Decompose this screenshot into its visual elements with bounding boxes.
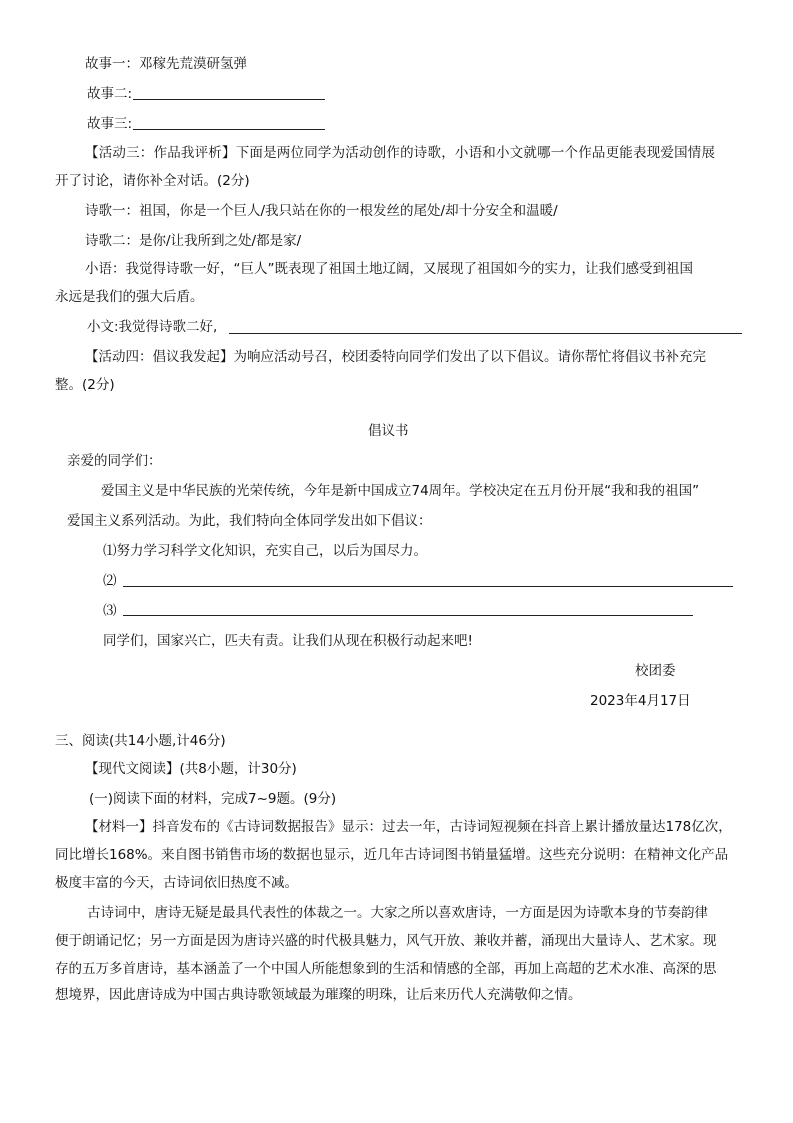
poem-one: 诗歌一：祖国，你是一个巨人/我只站在你的一根发丝的尾处/却十分安全和温暖/ (85, 203, 558, 219)
material-one-line2: 同比增长168%。来自图书销售市场的数据也显示，近几年古诗词图书销量猛增。这些充分说明：在精神文化产品 (55, 847, 729, 863)
story-three-blank[interactable] (133, 129, 325, 130)
proposal-item-two-label: ⑵ (103, 573, 117, 589)
proposal-para-line1: 爱国主义是中华民族的光荣传统，今年是新中国成立74周年。学校决定在五月份开展“我和我的祖国” (101, 483, 700, 499)
proposal-item-one: ⑴努力学习科学文化知识，充实自己，以后为国尽力。 (103, 543, 427, 559)
story-two-label: 故事二: (87, 86, 133, 102)
story-two-blank[interactable] (133, 99, 325, 100)
proposal-para-line2: 爱国主义系列活动。为此，我们特向全体同学发出如下倡议： (67, 513, 432, 529)
paragraph-two-line1: 古诗词中，唐诗无疑是最具代表性的体裁之一。大家之所以喜欢唐诗，一方面是因为诗歌本身的节奏韵律 (87, 905, 708, 921)
reading-part-one-title: (一)阅读下面的材料，完成7~9题。(9分) (89, 791, 337, 807)
xiaowen-label: 小文:我觉得诗歌二好, (87, 319, 218, 335)
proposal-signature: 校团委 (635, 663, 676, 679)
xiaoyu-line2: 永远是我们的强大后盾。 (55, 289, 204, 305)
modern-reading-title: 【现代文阅读】(共8小题，计30分) (85, 761, 297, 777)
activity3-intro-line1: 【活动三：作品我评析】下面是两位同学为活动创作的诗歌，小语和小文就哪一个作品更能表现爱国情展 (85, 145, 716, 161)
poem-two: 诗歌二：是你/让我所到之处/都是家/ (85, 233, 302, 249)
paragraph-two-line2: 便于朗诵记忆；另一方面是因为唐诗兴盛的时代极具魅力，风气开放、兼收并蓄，涌现出大量诗人、艺术家。现 (55, 933, 717, 949)
xiaowen-answer-blank[interactable] (229, 333, 742, 334)
story-three-label: 故事三: (87, 116, 133, 132)
proposal-item-two-blank[interactable] (123, 586, 733, 587)
proposal-date: 2023年4月17日 (590, 693, 691, 709)
material-one-line3: 极度丰富的今天，古诗词依旧热度不减。 (55, 875, 298, 891)
story-one: 故事一：邓稼先荒漠研氢弹 (85, 56, 247, 72)
material-one-line1: 【材料一】抖音发布的《古诗词数据报告》显示：过去一年，古诗词短视频在抖音上累计播放量达178亿次， (85, 819, 732, 835)
proposal-greeting: 亲爱的同学们： (67, 453, 162, 469)
reading-section-title: 三、阅读(共14小题,计46分) (55, 733, 226, 749)
proposal-title: 倡议书 (368, 423, 409, 439)
activity3-intro-line2: 开了讨论，请你补全对话。(2分) (55, 173, 250, 189)
paragraph-two-line4: 想境界，因此唐诗成为中国古典诗歌领域最为璀璨的明珠，让后来历代人充满敬仰之情。 (55, 987, 582, 1003)
proposal-closing: 同学们，国家兴亡，匹夫有责。让我们从现在积极行动起来吧! (103, 633, 473, 649)
xiaoyu-line1: 小语：我觉得诗歌一好，“巨人”既表现了祖国土地辽阔，又展现了祖国如今的实力，让我们感受到祖国 (85, 261, 693, 277)
paragraph-two-line3: 存的五万多首唐诗，基本涵盖了一个中国人所能想象到的生活和情感的全部，再加上高超的艺术水准、高深的思 (55, 961, 717, 977)
proposal-item-three-blank[interactable] (123, 615, 693, 616)
proposal-item-three-label: ⑶ (103, 603, 117, 619)
activity4-intro-line2: 整。(2分) (55, 377, 115, 393)
activity4-intro-line1: 【活动四：倡议我发起】为响应活动号召，校团委特向同学们发出了以下倡议。请你帮忙将倡议书补充完 (85, 349, 706, 365)
